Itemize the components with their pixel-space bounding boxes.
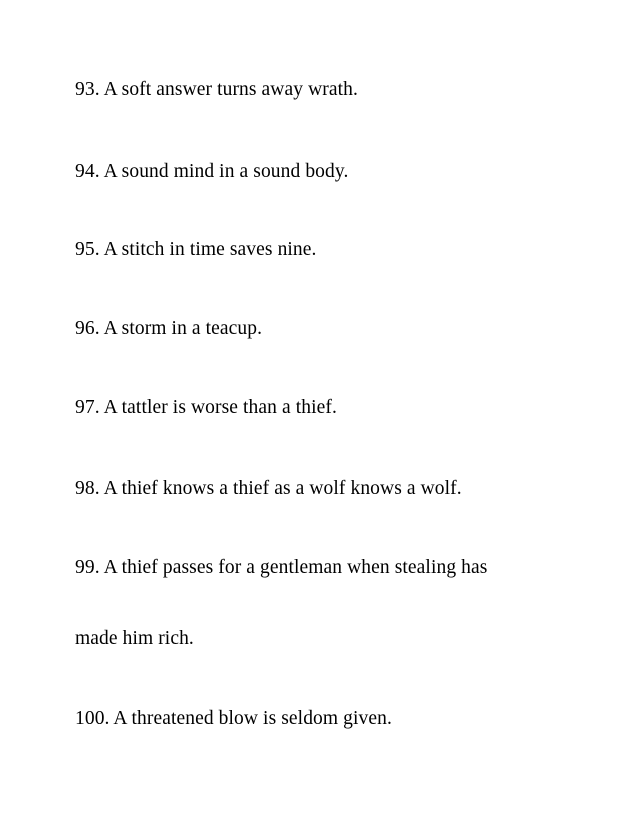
proverb-93: 93. A soft answer turns away wrath.: [75, 79, 358, 100]
proverb-99-line-2: made him rich.: [75, 628, 194, 649]
proverb-95: 95. A stitch in time saves nine.: [75, 239, 317, 260]
proverb-96: 96. A storm in a teacup.: [75, 318, 263, 339]
proverb-100: 100. A threatened blow is seldom given.: [75, 708, 392, 729]
proverb-94: 94. A sound mind in a sound body.: [75, 161, 349, 182]
proverb-98: 98. A thief knows a thief as a wolf knows a wolf.: [75, 478, 462, 499]
proverb-99-line-1: 99. A thief passes for a gentleman when stealing has: [75, 557, 488, 578]
proverb-97: 97. A tattler is worse than a thief.: [75, 397, 337, 418]
